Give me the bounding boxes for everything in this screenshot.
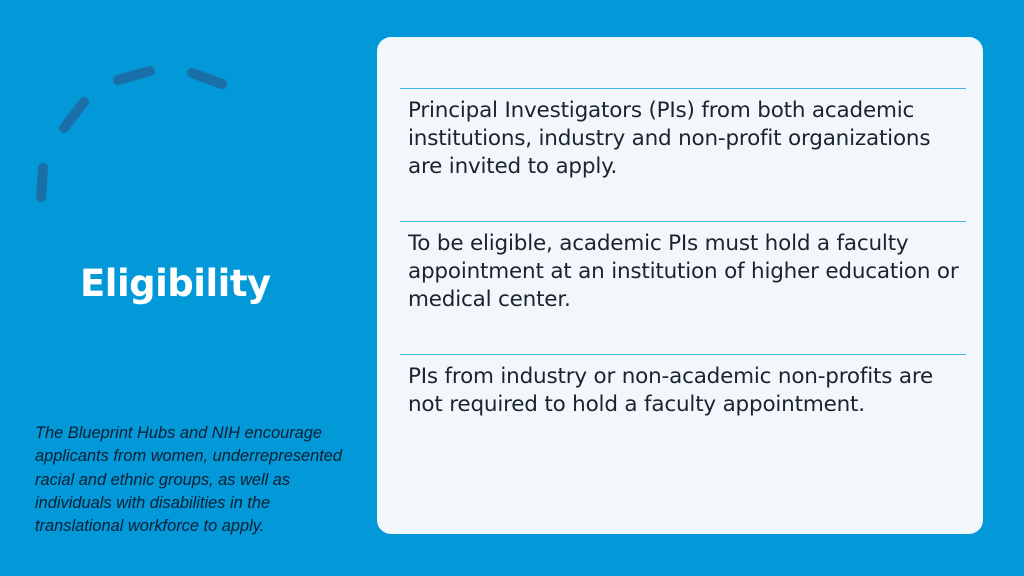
eligibility-text: Principal Investigators (PIs) from both academic institutions, industry and non-profit organizations are invited to apply. — [408, 98, 931, 180]
arc-dash — [64, 102, 84, 128]
eligibility-item — [400, 354, 966, 419]
eligibility-item — [400, 221, 966, 315]
eligibility-item — [400, 88, 966, 182]
dashed-arc-decoration — [0, 0, 300, 230]
encouragement-note: The Blueprint Hubs and NIH encourage applicants from women, underrepresented racial and ethnic groups, as well as individuals with disabilities in the translational workforce to apply. — [35, 424, 343, 536]
arc-dash — [41, 168, 43, 197]
eligibility-card — [377, 37, 983, 534]
arc-dash — [118, 71, 150, 80]
arc-dash — [192, 73, 222, 84]
slide-title: Eligibility — [80, 262, 271, 305]
eligibility-text: PIs from industry or non-academic non-profits are not required to hold a faculty appointment. — [408, 364, 934, 418]
eligibility-text: To be eligible, academic PIs must hold a faculty appointment at an institution of higher education or medical center. — [408, 231, 959, 313]
